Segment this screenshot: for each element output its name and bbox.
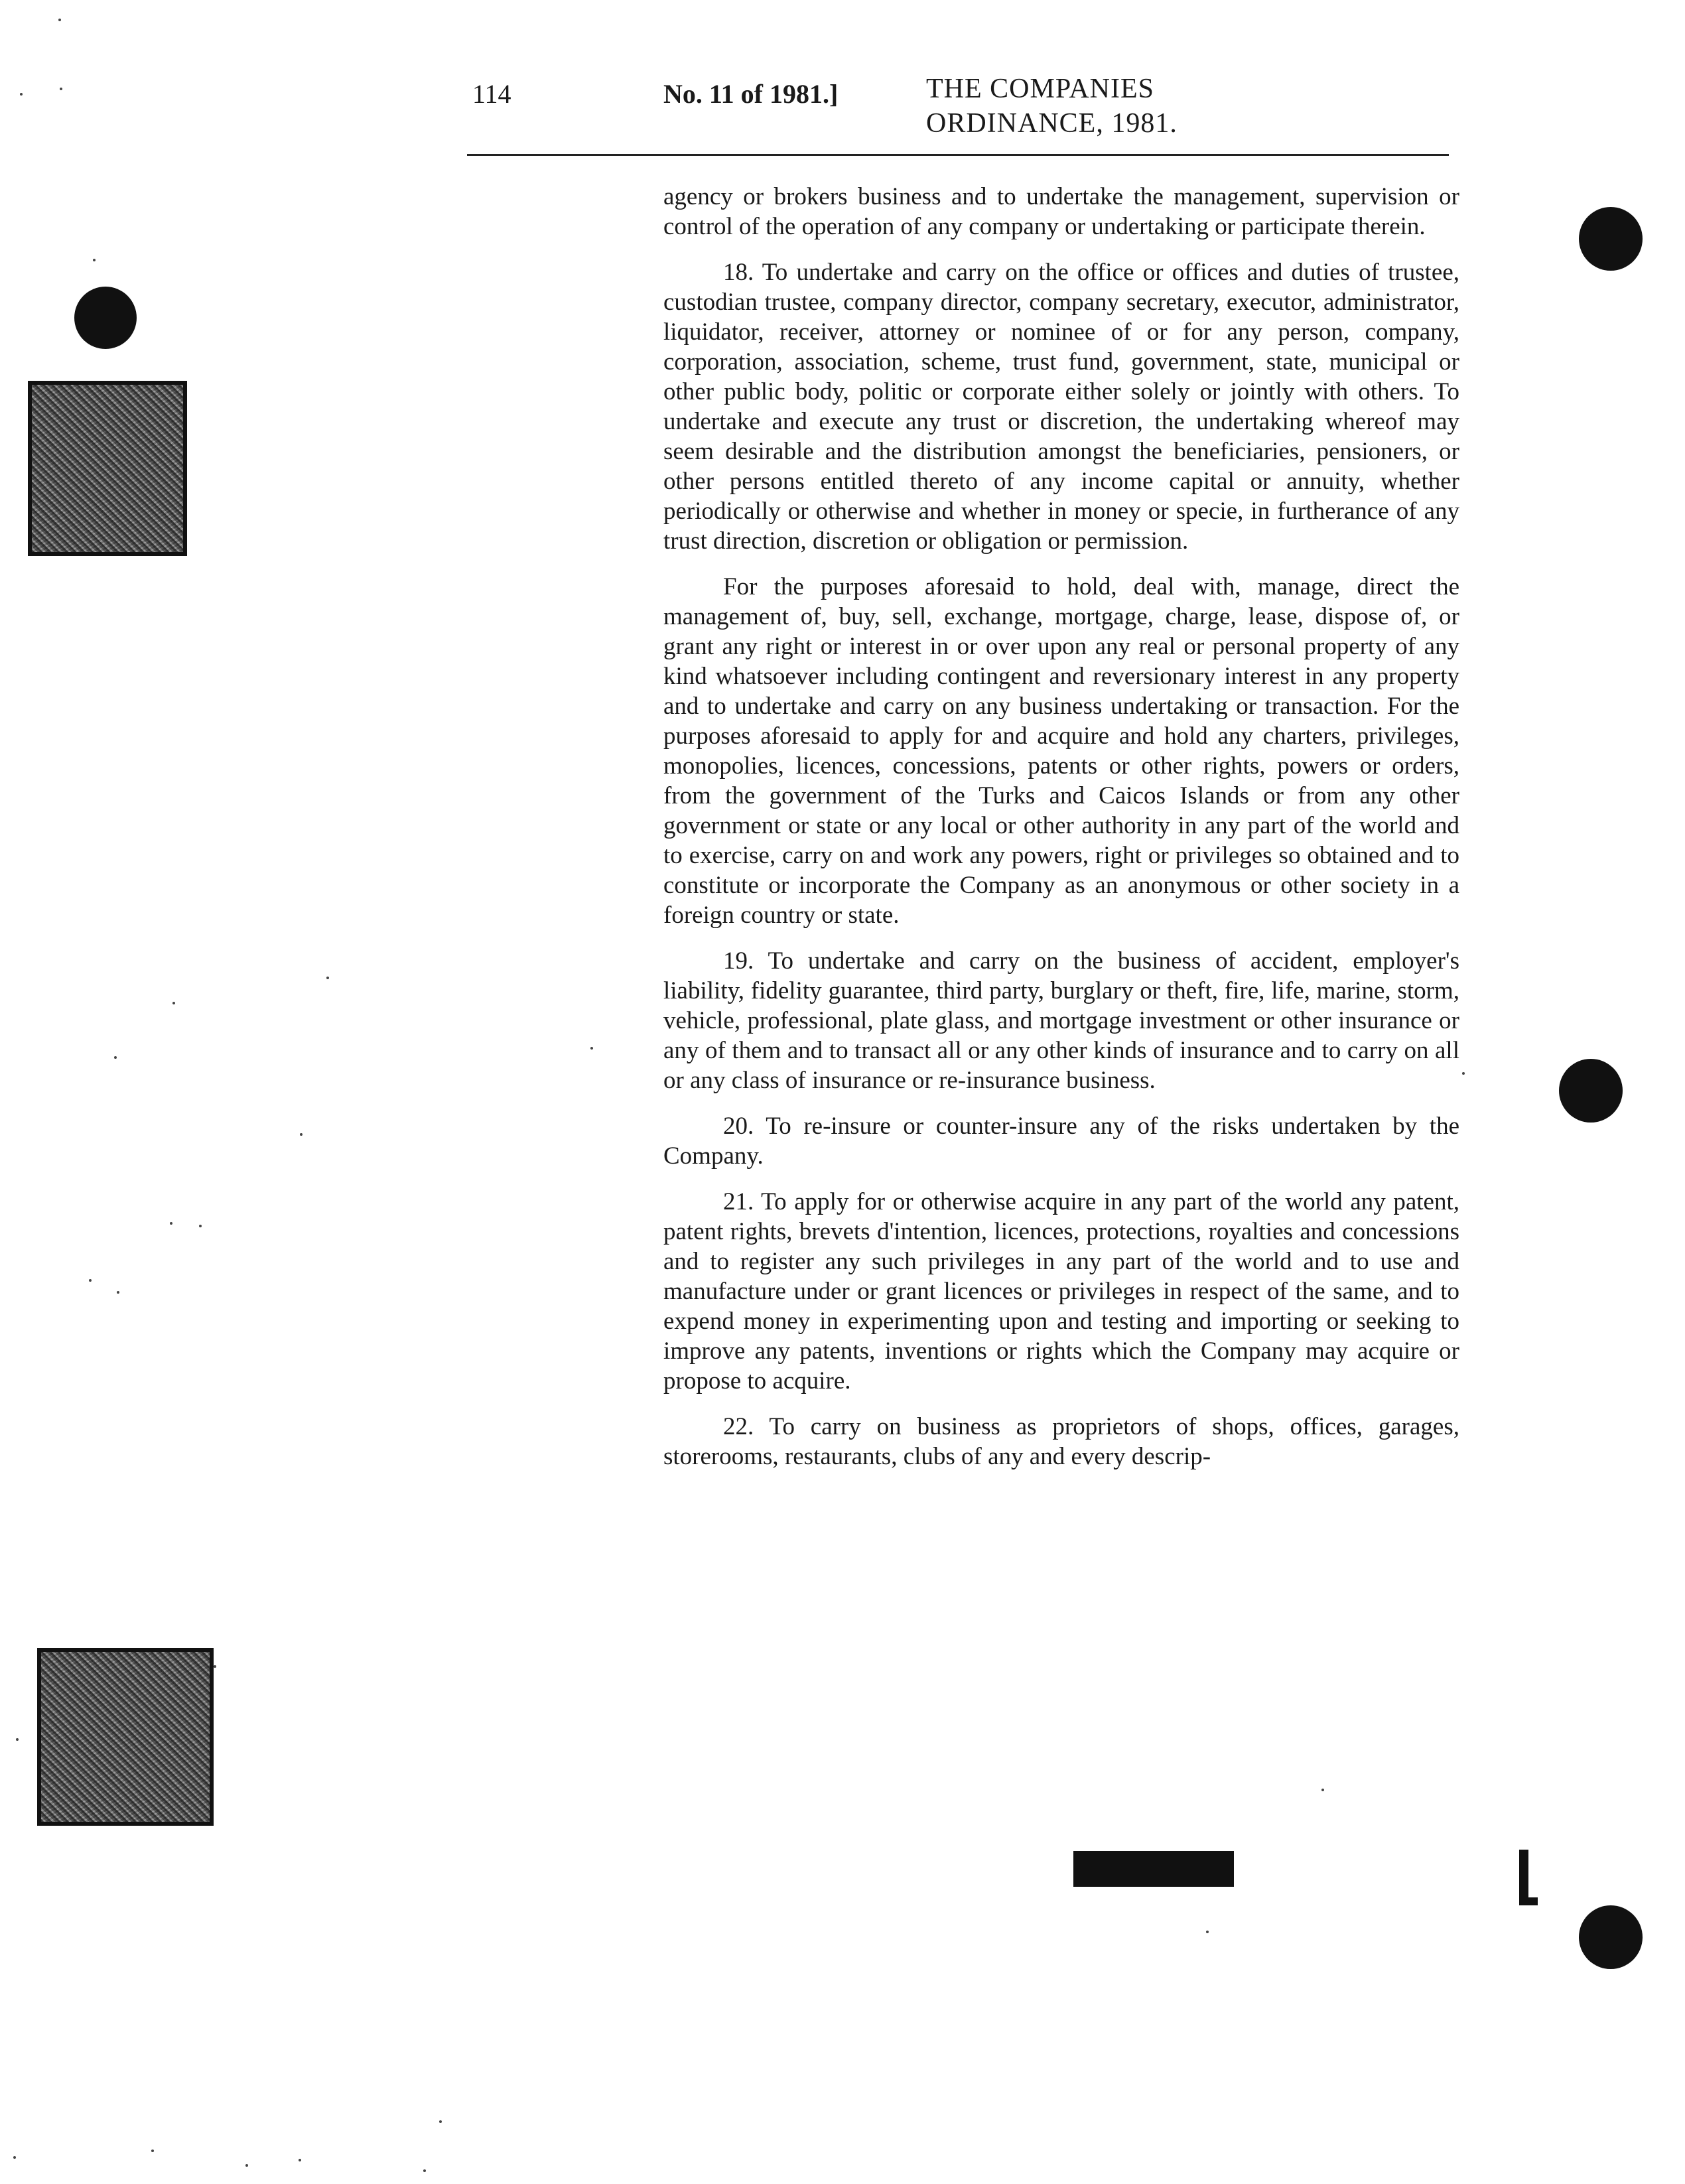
scan-speck	[172, 1002, 175, 1004]
scan-speck	[245, 2164, 248, 2167]
scan-speck	[60, 88, 62, 90]
scan-speck	[199, 1225, 202, 1227]
scan-noise-box-bottom	[37, 1648, 214, 1826]
scan-speck	[439, 2120, 442, 2123]
punch-hole-right-middle	[1559, 1059, 1623, 1123]
page-title-line-2: ORDINANCE, 1981.	[926, 108, 1178, 139]
footer-black-bar	[1073, 1851, 1234, 1887]
scan-noise-box-top	[28, 381, 187, 556]
paragraph-21: 21. To apply for or otherwise acquire in any part of the world any patent, patent rights, brevets d'intention, licences, protections, royalties and concessions and to register any such privileges in any part of the world and to use and manufacture under or grant licences or privileges in respect of the same, and to expend money in experimenting upon and testing and importing or seeking to improve any patents, inventions or rights which the Company may acquire or propose to acquire.	[663, 1188, 1459, 1395]
paragraph-19: 19. To undertake and carry on the business of accident, employer's liability, fidelity guarantee, third party, burglary or theft, fire, life, marine, storm, vehicle, professional, plate glass, and mortgage investment or other insurance or any of them and to transact all or any other kinds of insurance and to carry on all or any class of insurance or re-insurance business.	[663, 947, 1459, 1094]
page-number: 114	[472, 79, 511, 109]
scan-speck	[300, 1133, 303, 1136]
scan-speck	[590, 1047, 593, 1050]
scan-speck	[423, 2169, 426, 2172]
paragraph-18-purposes: For the purposes aforesaid to hold, deal with, manage, direct the management of, buy, sell, exchange, mortgage, charge, lease, dispose of, or grant any right or interest in or over upon any real or personal property of any kind whatsoever including contingent and reversionary interest in any property and to undertake and carry on any business undertaking or transaction. For the purposes aforesaid to apply for and acquire and hold any charters, privileges, monopolies, licences, concessions, patents or other rights, powers or orders, from the government of the Turks and Caicos Islands or from any other government or state or any local or other authority in any part of the world and to exercise, carry on and work any powers, right or privileges so obtained and to constitute or incorporate the Company as an anonymous or other society in a foreign country or state.	[663, 573, 1459, 929]
punch-hole-right-top	[1579, 207, 1643, 271]
scan-speck	[1462, 1072, 1465, 1075]
page-title	[926, 72, 1178, 141]
paragraph-18: 18. To undertake and carry on the office or offices and duties of trustee, custodian trustee, company director, company secretary, executor, administrator, liquidator, receiver, attorney or nominee of or for any person, company, corporation, association, scheme, trust fund, government, state, municipal or other public body, politic or corporate either solely or jointly with others. To undertake and execute any trust or discretion, the undertaking whereof may seem desirable and the distribution amongst the beneficiaries, pensioners, or other persons entitled thereto of any income capital or annuity, whether periodically or otherwise and whether in money or specie, in furtherance of any trust direction, discretion or obligation or permission.	[663, 259, 1459, 555]
body-text	[663, 182, 1459, 1487]
scan-speck	[170, 1222, 172, 1225]
paragraph-20: 20. To re-insure or counter-insure any of the risks undertaken by the Company.	[663, 1113, 1459, 1170]
scan-speck	[114, 1056, 117, 1059]
scan-speck	[151, 2150, 154, 2152]
paragraph-continuation: agency or brokers business and to undertake the management, supervision or control of the operation of any company or undertaking or participate therein.	[663, 183, 1459, 240]
scan-speck	[1206, 1931, 1209, 1933]
scan-speck	[326, 977, 329, 979]
paragraph-22: 22. To carry on business as proprietors of shops, offices, garages, storerooms, restaurants, clubs of any and every descrip-	[663, 1413, 1459, 1470]
scan-speck	[93, 259, 96, 261]
margin-black-mark-foot	[1519, 1897, 1538, 1905]
scan-speck	[214, 1665, 216, 1668]
punch-hole-left	[74, 287, 137, 349]
scan-speck	[16, 1738, 19, 1741]
scan-speck	[117, 1291, 119, 1294]
punch-hole-right-bottom	[1579, 1905, 1643, 1969]
ordinance-reference: No. 11 of 1981.]	[663, 79, 839, 109]
scan-speck	[89, 1279, 92, 1282]
scan-speck	[299, 2159, 301, 2161]
page-title-line-1: THE COMPANIES	[926, 74, 1154, 104]
scan-speck	[20, 93, 23, 96]
header-rule	[467, 154, 1449, 156]
scan-speck	[1321, 1789, 1324, 1791]
scan-speck	[13, 2156, 16, 2159]
scan-speck	[58, 19, 61, 21]
